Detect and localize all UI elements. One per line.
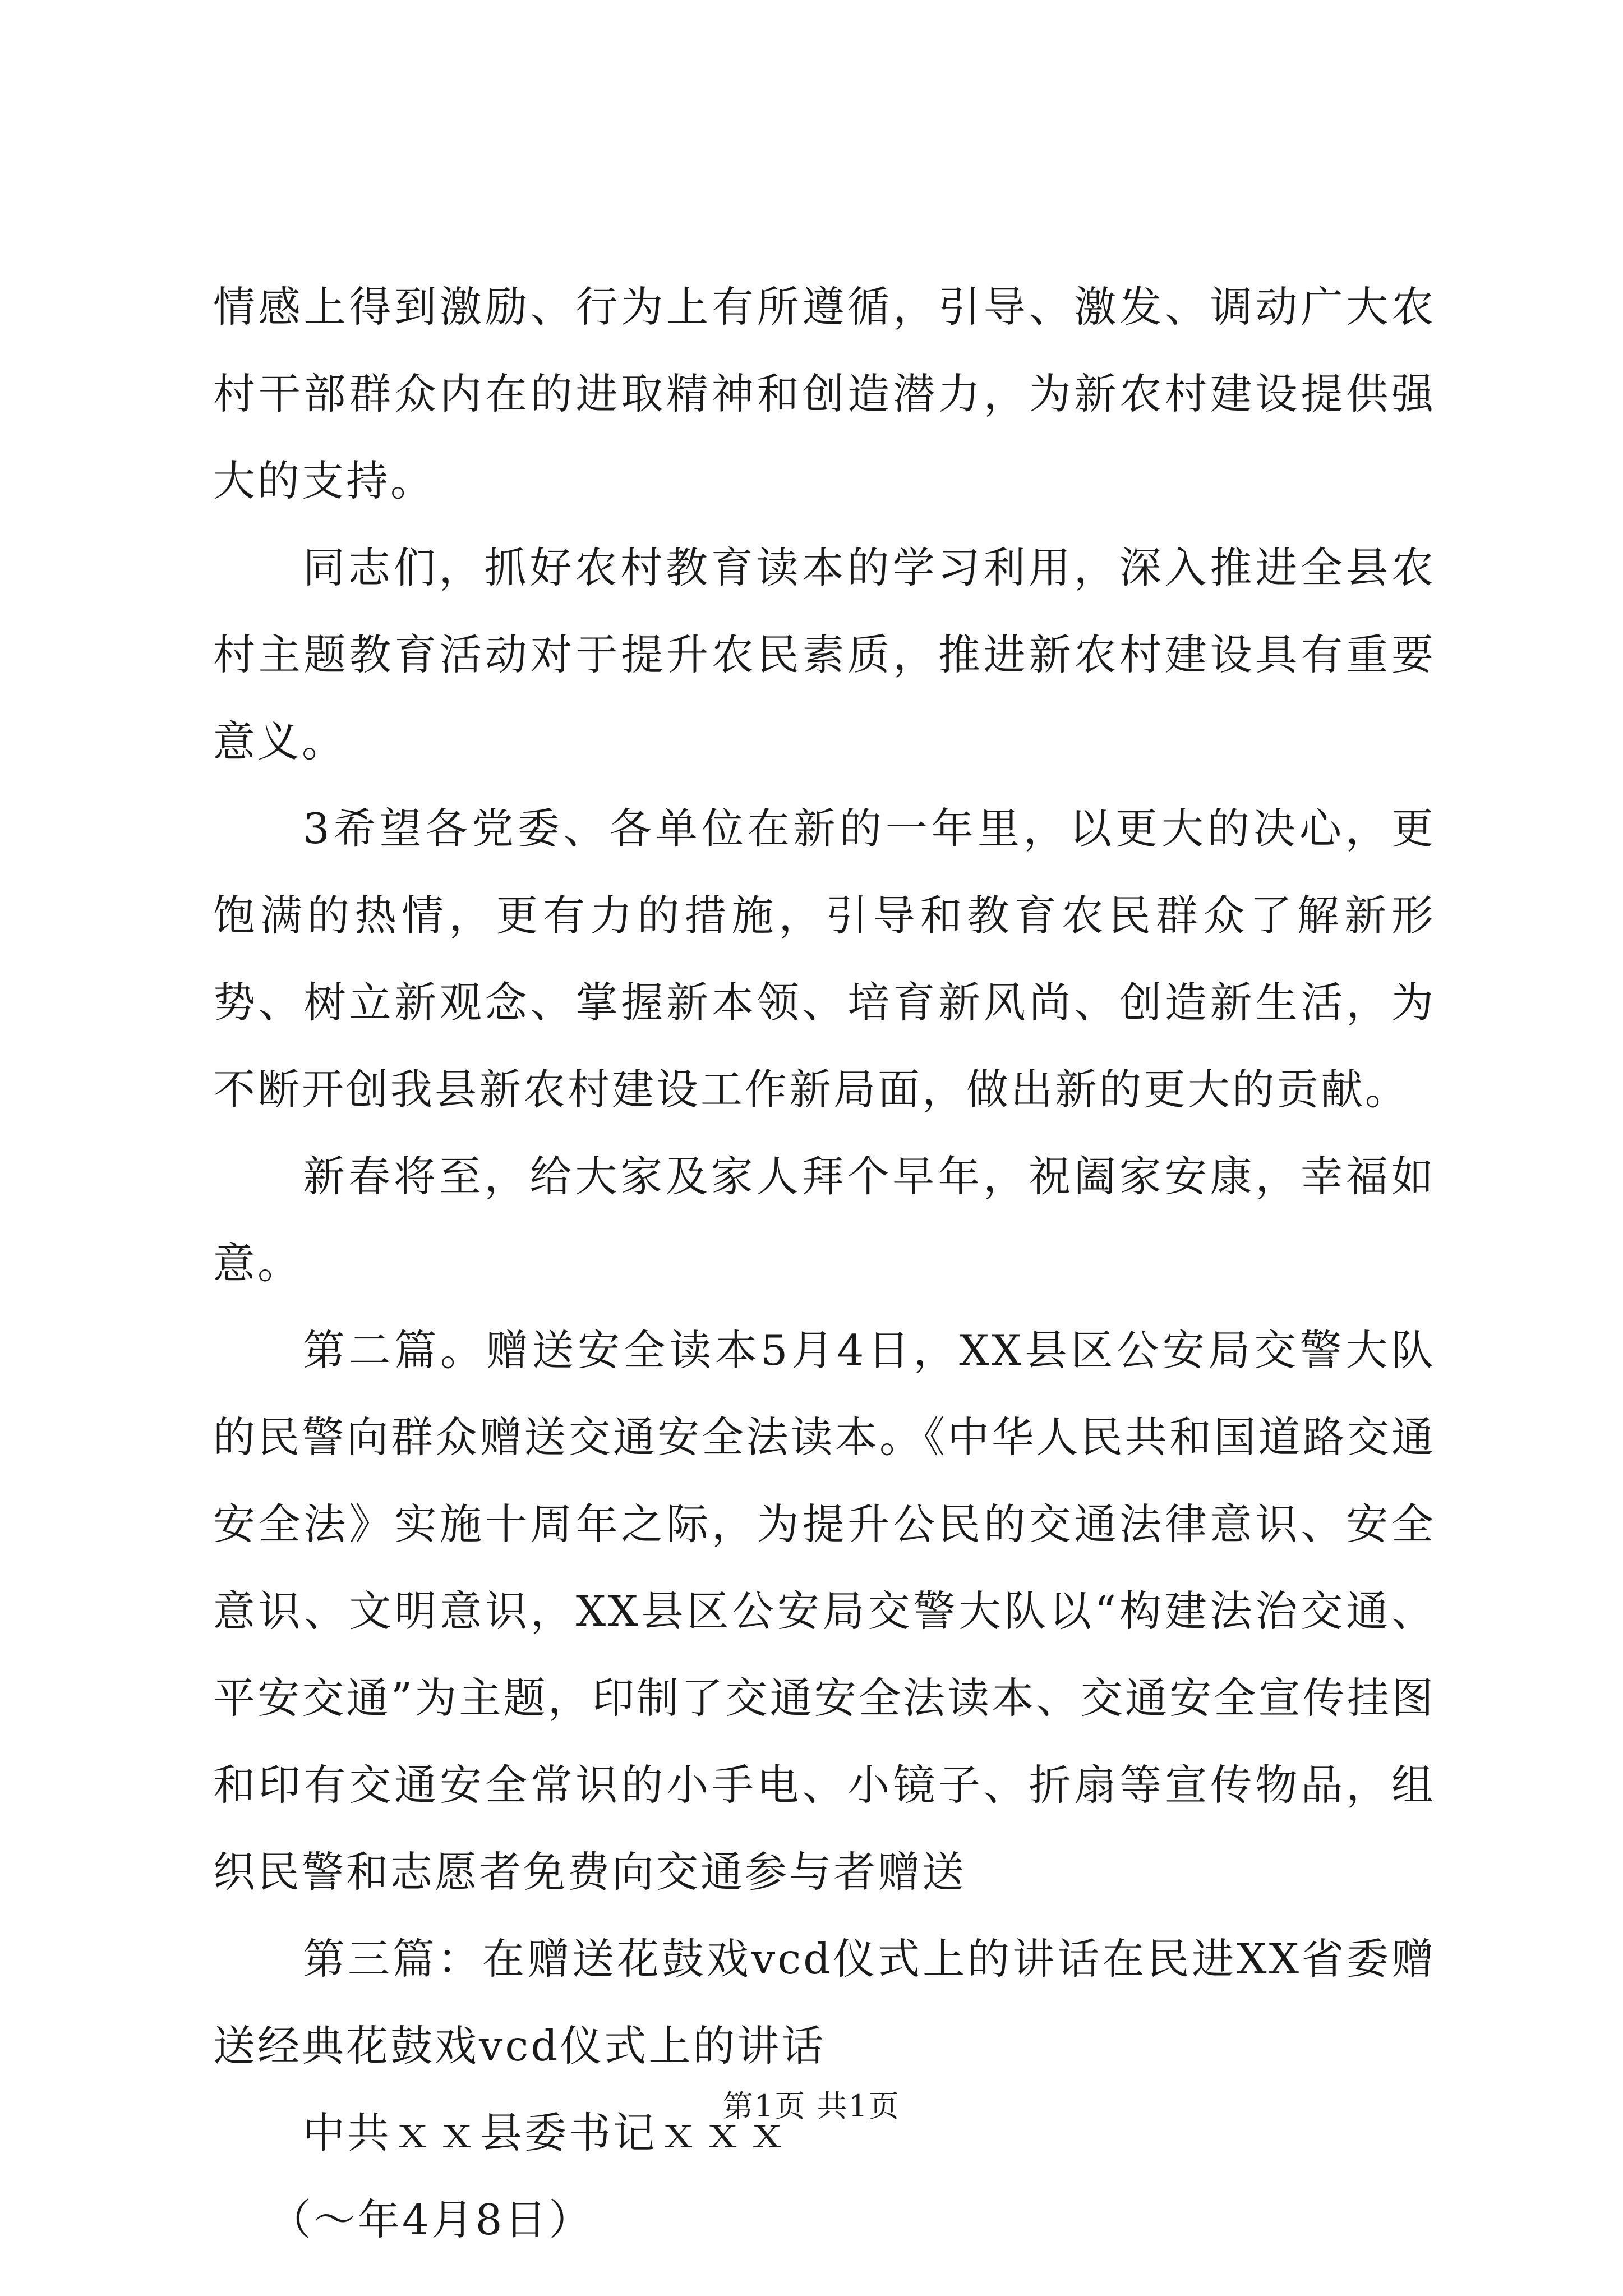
speaker-line: 中共ｘｘ县委书记ｘｘｘ xyxy=(303,2108,791,2157)
document-body xyxy=(213,264,1436,2263)
paragraph-continuation: 情感上得到激励、行为上有所遵循，引导、激发、调动广大农村干部群众内在的进取精神和创造潜力，为新农村建设提供强大的支持。 xyxy=(213,282,1436,505)
paragraph-hopes: 3希望各党委、各单位在新的一年里，以更大的决心，更饱满的热情，更有力的措施，引导和教育农民群众了解新形势、树立新观念、掌握新本领、培育新风尚、创造新生活，为不断开创我县新农村建设工作新局面，做出新的更大的贡献。 xyxy=(213,804,1436,1114)
paragraph-third-article-title: 第三篇：在赠送花鼓戏vcd仪式上的讲话在民进XX省委赠送经典花鼓戏vcd仪式上的讲话 xyxy=(213,1934,1436,2070)
paragraph-new-year-greeting: 新春将至，给大家及家人拜个早年，祝阖家安康，幸福如意。 xyxy=(213,1152,1436,1288)
paragraph-second-article: 第二篇。赠送安全读本5月4日，XX县区公安局交警大队的民警向群众赠送交通安全法读本。《中华人民共和国道路交通安全法》实施十周年之际，为提升公民的交通法律意识、安全意识、文明意识，XX县区公安局交警大队以“构建法治交通、平安交通”为主题，印制了交通安全法读本、交通安全宣传挂图和印有交通安全常识的小手电、小镜子、折扇等宣传物品，组织民警和志愿者免费向交通参与者赠送 xyxy=(213,1326,1436,1897)
page-footer: 第1页 共1页 xyxy=(723,2088,900,2124)
date-line: （～年4月8日） xyxy=(269,2195,593,2244)
paragraph-comrades: 同志们，抓好农村教育读本的学习利用，深入推进全县农村主题教育活动对于提升农民素质，推进新农村建设具有重要意义。 xyxy=(213,543,1436,766)
